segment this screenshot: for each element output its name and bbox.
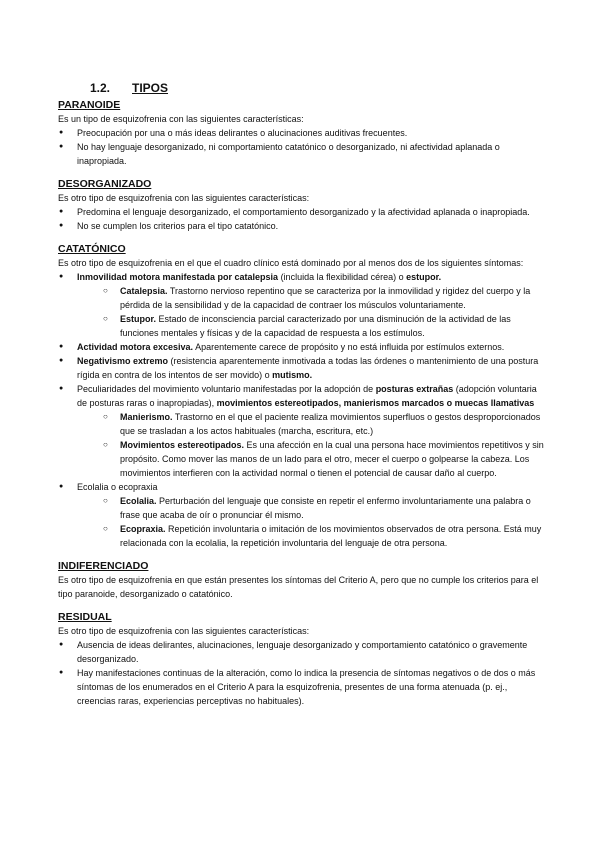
item-text: (resistencia aparentemente inmotivada a todas las órdenes o mantenimiento de una postura rígida en contra de los intentos de ser movido) o	[77, 356, 539, 380]
paranoide-intro: Es un tipo de esquizofrenia con las siguientes características:	[58, 114, 304, 124]
list-item	[58, 340, 548, 354]
residual-list	[58, 638, 548, 708]
section-heading	[90, 80, 548, 96]
sub-list	[77, 494, 548, 550]
paranoide-list	[58, 126, 548, 168]
paranoide-section	[58, 98, 548, 168]
item-text: Trastorno en el que el paciente realiza movimientos superfluos o gestos desproporcionados que se trasladan a los actos habituales (marcha, escritura, etc.)	[120, 412, 541, 436]
residual-title: RESIDUAL	[58, 611, 112, 623]
item-text: Estado de inconsciencia parcial caracterizado por una disminución de la actividad de las funciones mentales y físicas y de la capacidad de respuesta a los estímulos.	[120, 314, 511, 338]
sub-list	[77, 410, 548, 480]
paranoide-title: PARANOIDE	[58, 99, 121, 111]
sub-list-item	[77, 494, 548, 522]
residual-intro: Es otro tipo de esquizofrenia con las siguientes características:	[58, 626, 310, 636]
sub-list	[77, 284, 548, 340]
item-bold: posturas extrañas	[375, 384, 454, 394]
sub-list-item	[77, 284, 548, 312]
sub-list-item	[77, 312, 548, 340]
sub-list-item	[77, 438, 548, 480]
desorganizado-title: DESORGANIZADO	[58, 178, 152, 190]
item-text: Trastorno nervioso repentino que se caracteriza por la inmovilidad y rigidez del cuerpo y la pérdida de la sensibilidad y de la capacidad de contraer los músculos voluntariamente.	[120, 286, 531, 310]
indiferenciado-title: INDIFERENCIADO	[58, 560, 149, 572]
item-text: (incluida la flexibilidad cérea) o	[278, 272, 407, 282]
sub-list-item	[77, 410, 548, 438]
item-bold: Movimientos estereotipados.	[120, 440, 245, 450]
list-item: ● No hay lenguaje desorganizado, ni comportamiento catatónico o desorganizado, ni afectividad aplanada o inapropiada.	[58, 140, 548, 168]
list-item	[58, 382, 548, 480]
list-item: ● Ausencia de ideas delirantes, alucinaciones, lenguaje desorganizado y comportamiento catatónico o gravemente desorganizado.	[58, 638, 548, 666]
heading-number: 1.2.	[90, 81, 111, 95]
residual-section	[58, 610, 548, 708]
item-bold: Manierismo.	[120, 412, 173, 422]
item-bold: estupor.	[406, 272, 442, 282]
item-text: Peculiaridades del movimiento voluntario manifestadas por la adopción de	[77, 384, 376, 394]
item-bold: Negativismo extremo	[77, 356, 169, 366]
list-item	[58, 354, 548, 382]
desorganizado-list	[58, 205, 548, 233]
list-item: ● Hay manifestaciones continuas de la alteración, como lo indica la presencia de síntomas negativos o de dos o más síntomas de los enumerados en el Criterio A para la esquizofrenia, presentes de una forma atenuada (p. ej., creencias raras, experiencias perceptivas no habituales).	[58, 666, 548, 708]
item-bold: Actividad motora excesiva.	[77, 342, 194, 352]
item-text: Ecolalia o ecopraxia	[77, 482, 158, 492]
list-item: ● No se cumplen los criterios para el tipo catatónico.	[58, 219, 548, 233]
desorganizado-intro: Es otro tipo de esquizofrenia con las siguientes características:	[58, 193, 310, 203]
indiferenciado-section	[58, 559, 548, 601]
item-text: Aparentemente carece de propósito y no está influida por estímulos externos.	[193, 342, 505, 352]
catatonico-list	[58, 270, 548, 550]
item-text: (adopción voluntaria de posturas raras o inapropiadas),	[77, 384, 537, 408]
catatonico-title: CATATÓNICO	[58, 243, 126, 255]
list-item: ● Predomina el lenguaje desorganizado, el comportamiento desorganizado y la afectividad aplanada o inapropiada.	[58, 205, 548, 219]
document-content	[58, 80, 548, 717]
item-bold: movimientos estereotipados, manierismos marcados o muecas llamativas	[216, 398, 535, 408]
item-bold: Ecolalia.	[120, 496, 157, 506]
heading-text: TIPOS	[132, 81, 169, 95]
item-bold: Catalepsia.	[120, 286, 168, 296]
item-bold: mutismo.	[272, 370, 313, 380]
catatonico-section	[58, 242, 548, 550]
list-item	[58, 270, 548, 340]
item-text: Perturbación del lenguaje que consiste en repetir el enfermo involuntariamente una palabra o frase que acaba de oír o pronunciar él mismo.	[120, 496, 531, 520]
item-text: Repetición involuntaria o imitación de los movimientos observados de otra persona. Está muy relacionada con la ecolalia, la repetición involuntaria del lenguaje de otra persona.	[120, 524, 542, 548]
list-item	[58, 480, 548, 550]
list-item: ● Preocupación por una o más ideas delirantes o alucinaciones auditivas frecuentes.	[58, 126, 548, 140]
item-bold: Ecopraxia.	[120, 524, 166, 534]
item-bold: Estupor.	[120, 314, 157, 324]
sub-list-item	[77, 522, 548, 550]
catatonico-intro: Es otro tipo de esquizofrenia en el que el cuadro clínico está dominado por al menos dos de los siguientes síntomas:	[58, 258, 524, 268]
item-text: Es una afección en la cual una persona hace movimientos repetitivos y sin propósito. Como mover las manos de un lado para el otro, mecer el cuerpo o golpearse la cabeza. Los movimientos interfieren con la actividad normal o tienen el potencial de causar daño al cuerpo.	[120, 440, 544, 478]
desorganizado-section	[58, 177, 548, 233]
indiferenciado-intro: Es otro tipo de esquizofrenia en que están presentes los síntomas del Criterio A, pero que no cumple los criterios para el tipo paranoide, desorganizado o catatónico.	[58, 575, 539, 599]
item-bold: Inmovilidad motora manifestada por catalepsia	[77, 272, 279, 282]
